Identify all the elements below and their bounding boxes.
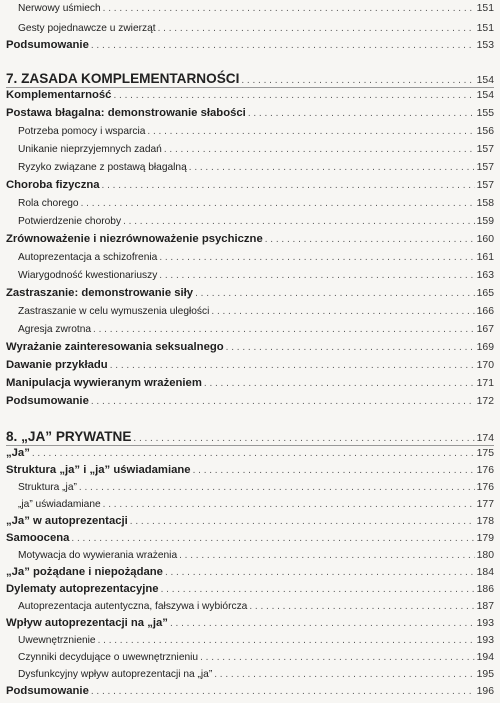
chapter-heading (6, 427, 494, 447)
toc-entry-title: Potrzeba pomocy i wsparcia (18, 126, 146, 137)
dot-leader (159, 268, 474, 283)
dot-leader (32, 446, 475, 461)
toc-entry-page: 158 (476, 198, 494, 209)
toc-entry (18, 21, 494, 36)
toc-entry-page: 170 (476, 360, 494, 371)
toc-entry (18, 142, 494, 157)
dot-leader (195, 286, 475, 301)
dot-leader (164, 142, 475, 157)
toc-entry-title: Unikanie nieprzyjemnych zadań (18, 144, 162, 155)
toc-entry (6, 88, 494, 103)
dot-leader (91, 684, 475, 699)
toc-entry-title: „Ja” (6, 447, 30, 459)
toc-entry (6, 286, 494, 301)
chapter-heading (6, 69, 494, 89)
toc-entry-title: Agresja zwrotna (18, 324, 92, 335)
toc-entry-title: Wpływ autoprezentacji na „ja” (6, 617, 168, 629)
dot-leader (91, 394, 475, 409)
toc-entry-page: 175 (476, 448, 494, 459)
toc-entry-page: 151 (476, 3, 494, 14)
dot-leader (102, 178, 475, 193)
toc-entry (18, 214, 494, 229)
toc-entry (6, 446, 494, 461)
toc-entry (6, 106, 494, 121)
toc-entry-page: 169 (476, 342, 494, 353)
toc-entry (6, 358, 494, 373)
toc-entry-page: 177 (476, 499, 494, 510)
chapter-page: 154 (476, 75, 494, 86)
toc-entry (18, 124, 494, 139)
toc-entry-title: Manipulacja wywieranym wrażeniem (6, 377, 202, 389)
toc-entry (6, 684, 494, 699)
toc-entry-title: Zastraszanie: demonstrowanie siły (6, 287, 194, 299)
dot-leader (248, 106, 475, 121)
toc-entry (18, 480, 494, 495)
toc-entry-page: 155 (476, 108, 494, 119)
toc-entry-page: 187 (476, 601, 494, 612)
toc-entry-page: 195 (476, 669, 494, 680)
toc-entry-page: 193 (476, 635, 494, 646)
toc-entry-title: Autoprezentacja autentyczna, fałszywa i wybiórcza (18, 601, 248, 612)
toc-entry-title: Ryzyko związane z postawą błagalną (18, 162, 187, 173)
dot-leader (147, 124, 474, 139)
toc-entry-title: Gesty pojednawcze u zwierząt (18, 23, 156, 34)
toc-entry-title: Komplementarność (6, 89, 112, 101)
dot-leader (189, 160, 475, 175)
toc-entry (6, 340, 494, 355)
toc-entry (18, 268, 494, 283)
toc-entry-page: 159 (476, 216, 494, 227)
toc-entry-title: Dylematy autoprezentacyjne (6, 583, 159, 595)
toc-entry-title: Zrównoważenie i niezrównoważenie psychiczne (6, 233, 263, 245)
dot-leader (81, 196, 475, 211)
toc-entry-page: 151 (476, 23, 494, 34)
toc-entry-title: Choroba fizyczna (6, 179, 100, 191)
toc-entry-title: Dawanie przykładu (6, 359, 108, 371)
toc-entry (6, 582, 494, 597)
dot-leader (165, 565, 475, 580)
toc-entry (18, 304, 494, 319)
toc-entry (6, 463, 494, 478)
toc-entry (18, 650, 494, 665)
dot-leader (170, 616, 475, 631)
toc-entry-title: Dysfunkcyjny wpływ autoprezentacji na „ja” (18, 669, 213, 680)
dot-leader (204, 376, 475, 391)
toc-entry (6, 394, 494, 409)
toc-entry-title: Samoocena (6, 532, 70, 544)
dot-leader (110, 358, 475, 373)
toc-entry (18, 250, 494, 265)
toc-entry-title: Struktura „ja” (18, 482, 77, 493)
chapter-title: 7. ZASADA KOMPLEMENTARNOŚCI (6, 71, 240, 86)
dot-leader (193, 463, 475, 478)
dot-leader (249, 599, 474, 614)
dot-leader (91, 38, 475, 53)
dot-leader (93, 322, 475, 337)
toc-entry (18, 667, 494, 682)
dot-leader (226, 340, 475, 355)
toc-entry-page: 160 (476, 234, 494, 245)
dot-leader (161, 582, 475, 597)
toc-entry-title: Uwewnętrznienie (18, 635, 96, 646)
toc-entry (18, 633, 494, 648)
toc-entry-page: 176 (476, 465, 494, 476)
chapter-title: 8. „JA” PRYWATNE (6, 429, 132, 444)
dot-leader (98, 633, 475, 648)
toc-entry (18, 160, 494, 175)
toc-entry-page: 178 (476, 516, 494, 527)
toc-entry (6, 232, 494, 247)
toc-entry-page: 171 (476, 378, 494, 389)
toc-entry-page: 179 (476, 533, 494, 544)
toc-entry (18, 322, 494, 337)
toc-entry-page: 186 (476, 584, 494, 595)
toc-entry-title: Motywacja do wywierania wrażenia (18, 550, 178, 561)
toc-entry-page: 157 (476, 144, 494, 155)
toc-entry (6, 616, 494, 631)
toc-entry (6, 38, 494, 53)
toc-entry-page: 154 (476, 90, 494, 101)
chapter-page: 174 (476, 433, 494, 444)
toc-entry-title: Struktura „ja” i „ja” uświadamiane (6, 464, 191, 476)
dot-leader (179, 548, 475, 563)
toc-entry (18, 548, 494, 563)
dot-leader (123, 214, 475, 229)
toc-entry-page: 165 (476, 288, 494, 299)
toc-entry-title: Rola chorego (18, 198, 79, 209)
toc-entry-page: 193 (476, 618, 494, 629)
toc-entry-title: Autoprezentacja a schizofrenia (18, 252, 158, 263)
toc-entry (6, 531, 494, 546)
dot-leader (79, 480, 475, 495)
toc-entry-page: 161 (476, 252, 494, 263)
toc-entry (6, 514, 494, 529)
toc-entry-page: 156 (476, 126, 494, 137)
toc-entry (18, 1, 494, 16)
dot-leader (214, 667, 474, 682)
dot-leader (103, 497, 475, 512)
toc-entry (18, 497, 494, 512)
toc-entry-page: 180 (476, 550, 494, 561)
toc-entry (18, 599, 494, 614)
dot-leader (113, 88, 474, 103)
toc-entry (6, 376, 494, 391)
toc-entry-page: 194 (476, 652, 494, 663)
toc-entry-page: 157 (476, 162, 494, 173)
toc-entry-page: 176 (476, 482, 494, 493)
toc-entry-page: 163 (476, 270, 494, 281)
dot-leader (71, 531, 474, 546)
toc-entry (18, 196, 494, 211)
toc-entry-title: Czynniki decydujące o uwewnętrznieniu (18, 652, 199, 663)
toc-entry (6, 178, 494, 193)
toc-entry-title: Wyrażanie zainteresowania seksualnego (6, 341, 224, 353)
toc-entry-title: Nerwowy uśmiech (18, 3, 101, 14)
dot-leader (159, 250, 474, 265)
toc-entry-title: Postawa błagalna: demonstrowanie słabości (6, 107, 246, 119)
toc-entry-title: Zastraszanie w celu wymuszenia uległości (18, 306, 210, 317)
dot-leader (265, 232, 475, 247)
toc-entry-page: 167 (476, 324, 494, 335)
dot-leader (103, 1, 475, 16)
toc-entry-title: Wiarygodność kwestionariuszy (18, 270, 158, 281)
toc-entry-page: 196 (476, 686, 494, 697)
toc-entry-title: Podsumowanie (6, 395, 89, 407)
toc-entry-page: 184 (476, 567, 494, 578)
toc-entry-title: „ja” uświadamiane (18, 499, 101, 510)
toc-entry-page: 153 (476, 40, 494, 51)
dot-leader (158, 21, 475, 36)
toc-entry-page: 166 (476, 306, 494, 317)
toc-entry-title: Podsumowanie (6, 685, 89, 697)
toc-entry-title: Podsumowanie (6, 39, 89, 51)
toc-entry-title: „Ja” w autoprezentacji (6, 515, 128, 527)
toc-entry-page: 157 (476, 180, 494, 191)
toc-entry-title: Potwierdzenie choroby (18, 216, 122, 227)
toc-entry-title: „Ja” pożądane i niepożądane (6, 566, 163, 578)
toc-entry-page: 172 (476, 396, 494, 407)
dot-leader (130, 514, 475, 529)
dot-leader (211, 304, 474, 319)
toc-entry (6, 565, 494, 580)
dot-leader (200, 650, 475, 665)
